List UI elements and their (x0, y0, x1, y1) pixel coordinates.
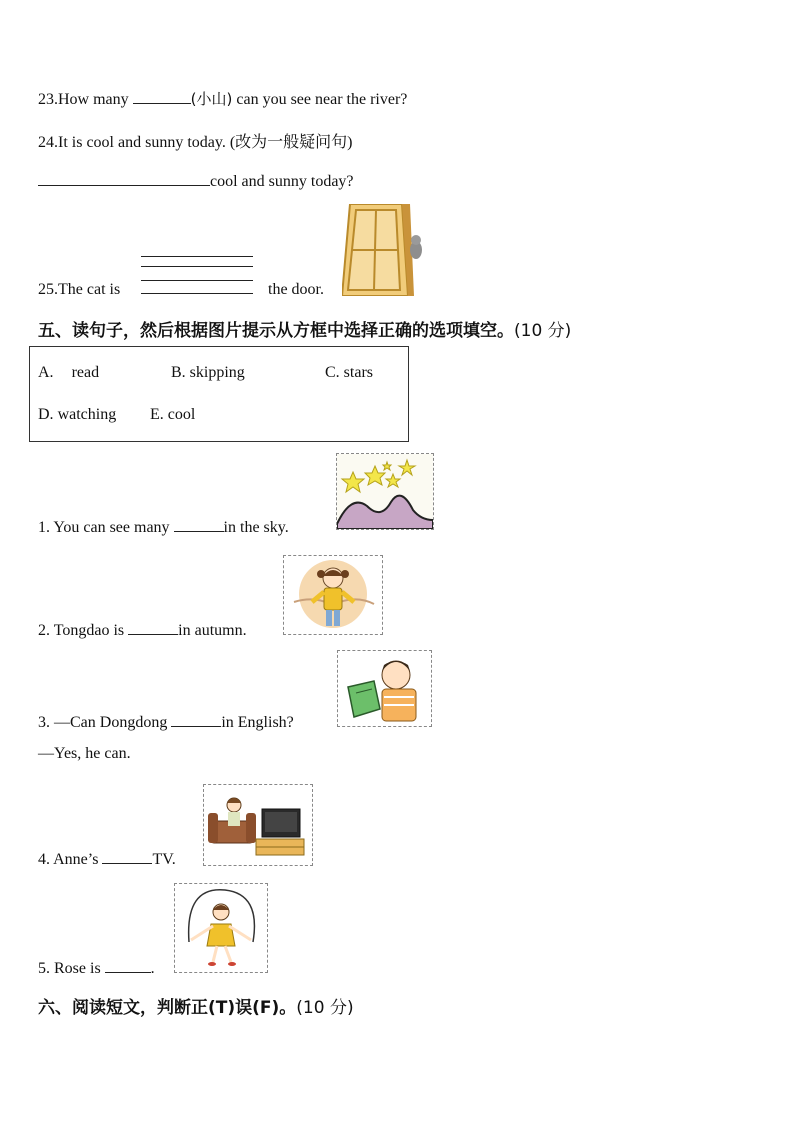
question-24 (38, 129, 353, 152)
section-5-score: (10 分) (514, 321, 572, 341)
item-3-reply: —Yes, he can. (38, 745, 131, 762)
option-c-word: stars (343, 364, 373, 381)
option-a-word: read (71, 364, 100, 381)
item-2-blank[interactable] (128, 620, 178, 635)
cat-behind-door-image (342, 204, 422, 296)
option-b-letter: B. (171, 364, 186, 381)
question-25-before: 25.The cat is (38, 281, 121, 298)
item-5-after: . (150, 960, 155, 977)
question-23 (38, 88, 407, 109)
item-1-after: in the sky. (223, 519, 289, 536)
item-2-after: in autumn. (178, 622, 247, 639)
item-3-after: in English? (221, 714, 294, 731)
option-d-word: watching (57, 406, 117, 423)
item-2 (38, 620, 247, 640)
option-a-letter: A. (38, 364, 54, 381)
option-c[interactable] (325, 364, 373, 382)
stars-mountains-image (336, 453, 434, 530)
question-25-after: the door. (268, 281, 324, 298)
section-6-score: (10 分) (296, 998, 354, 1018)
q24-answer-tail: cool and sunny today? (210, 173, 354, 190)
section-6-title (38, 993, 354, 1018)
item-3-before: 3. —Can Dongdong (38, 714, 172, 731)
option-e[interactable] (150, 406, 195, 424)
q23-blank[interactable] (133, 89, 191, 104)
option-e-word: cool (167, 406, 196, 423)
item-4 (38, 849, 176, 869)
option-c-letter: C. (325, 364, 340, 381)
item-1-before: 1. You can see many (38, 519, 174, 536)
item-4-blank[interactable] (102, 849, 152, 864)
q23-text-after: can you see near the river? (232, 91, 408, 108)
options-box (29, 346, 409, 442)
q23-number: 23. (38, 91, 58, 108)
section-6-heading: 六、阅读短文，判断正(T)误(F)。 (38, 998, 297, 1018)
item-4-before: 4. Anne’s (38, 851, 103, 868)
section-5-title (38, 316, 571, 341)
q25-answer-line-3[interactable] (141, 280, 253, 281)
girl-skipping-rope-image (174, 883, 268, 973)
option-d-letter: D. (38, 406, 54, 423)
section-5-heading: 五、读句子，然后根据图片提示从方框中选择正确的选项填空。 (38, 321, 514, 341)
q25-answer-line-4[interactable] (141, 293, 253, 294)
q23-text-before: How many (58, 91, 133, 108)
girl-watching-tv-image (203, 784, 313, 866)
q24-blank[interactable] (38, 171, 210, 186)
item-5-blank[interactable] (105, 958, 151, 973)
item-1 (38, 517, 289, 537)
question-24-answer (38, 171, 354, 191)
item-5-before: 5. Rose is (38, 960, 105, 977)
boy-reading-book-image (337, 650, 432, 727)
option-e-letter: E. (150, 406, 164, 423)
item-4-after: TV. (152, 851, 176, 868)
option-b[interactable] (171, 364, 245, 382)
option-b-word: skipping (189, 364, 245, 381)
item-2-before: 2. Tongdao is (38, 622, 129, 639)
q23-hint: (小山) (190, 90, 233, 108)
girl-in-autumn-image (283, 555, 383, 635)
item-3-blank[interactable] (171, 712, 221, 727)
option-d[interactable] (38, 406, 116, 424)
item-3 (38, 712, 294, 732)
q24-text: 24.It is cool and sunny today. (改为一般疑问句) (38, 134, 353, 151)
option-a[interactable] (38, 364, 99, 382)
item-5 (38, 958, 155, 978)
q25-answer-line-1[interactable] (141, 256, 253, 257)
q25-answer-line-2[interactable] (141, 266, 253, 267)
item-1-blank[interactable] (174, 517, 224, 532)
